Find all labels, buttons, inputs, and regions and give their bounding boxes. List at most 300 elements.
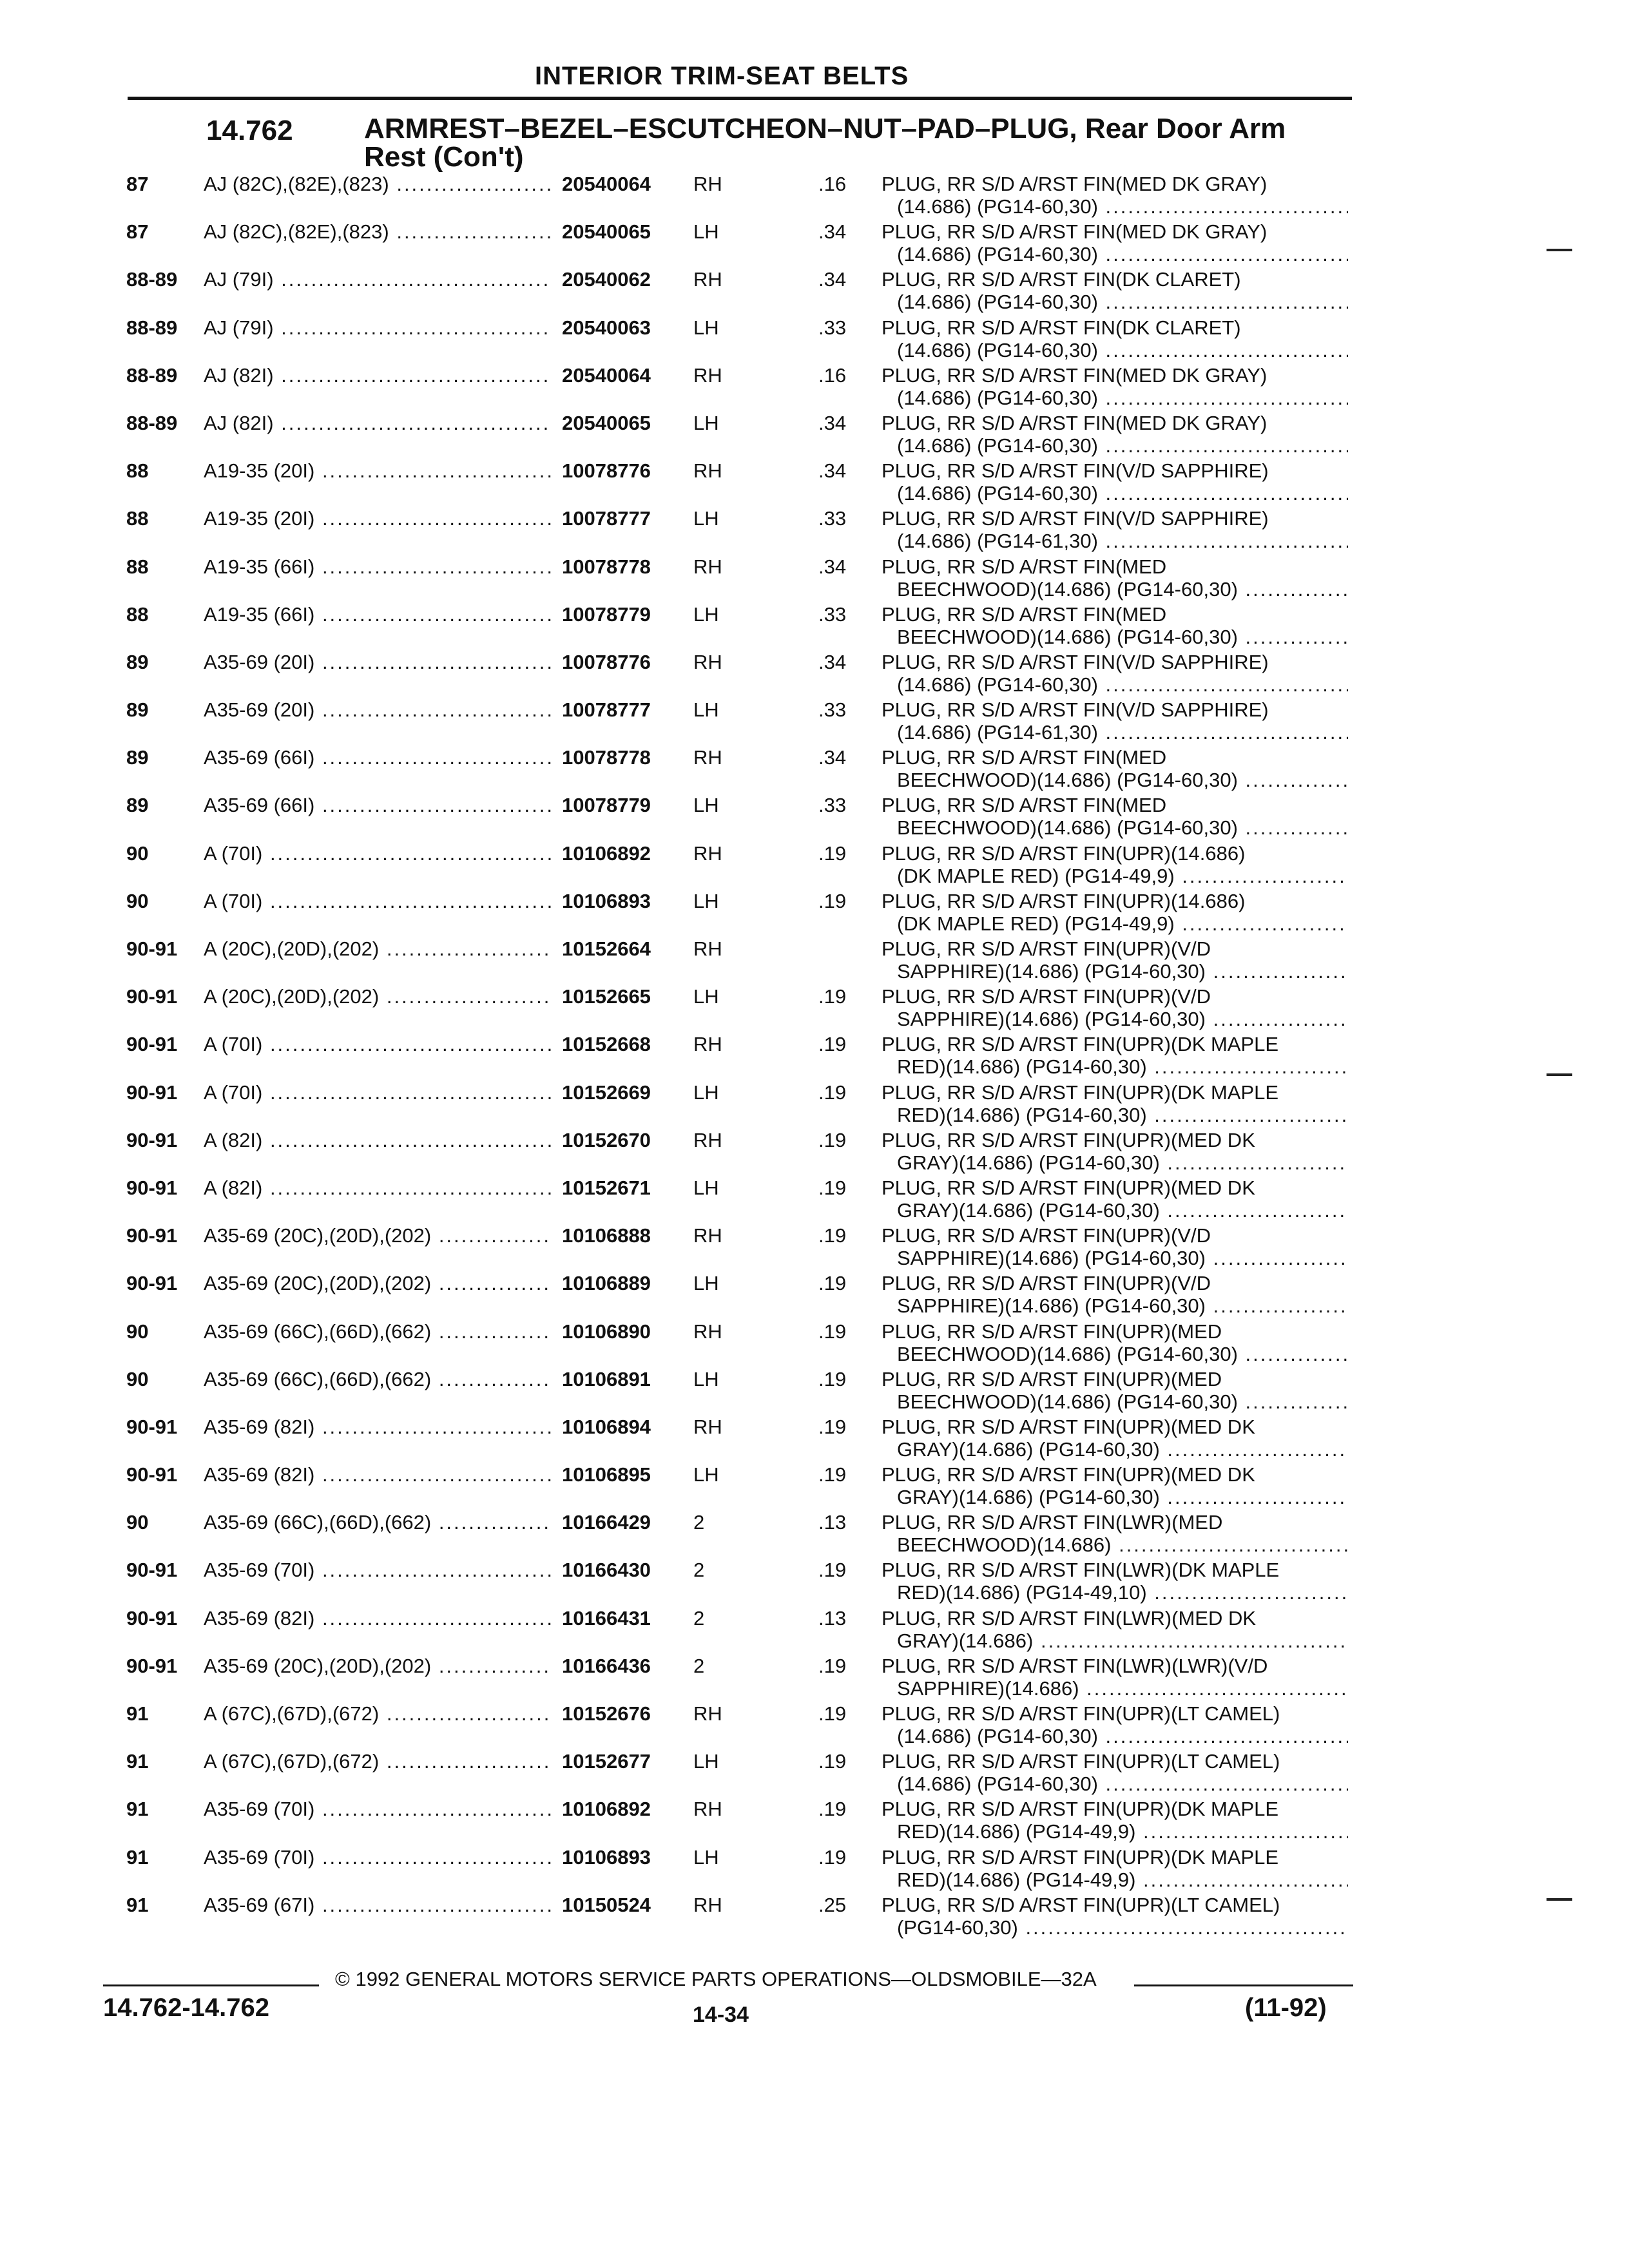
description: PLUG, RR S/D A/RST FIN(UPR)(MED DK	[882, 1128, 1255, 1151]
application: A (20C),(20D),(202) .....	[204, 985, 552, 1008]
table-row	[0, 1416, 1629, 1463]
description-continued: BEECHWOOD)(14.686) (PG14-60,30) .....	[897, 1390, 1348, 1413]
quantity: LH	[693, 1272, 719, 1295]
price: .19	[818, 1128, 847, 1151]
table-row	[0, 364, 1629, 412]
figure-number: 89	[126, 794, 149, 817]
price: .34	[818, 411, 847, 434]
figure-number: 90-91	[126, 1176, 178, 1199]
application: A35-69 (70I) .....	[204, 1798, 552, 1820]
figure-number: 88-89	[126, 363, 178, 387]
figure-number: 87	[126, 220, 149, 244]
description-continued: BEECHWOOD)(14.686) (PG14-60,30) .....	[897, 1343, 1348, 1365]
application: A35-69 (66C),(66D),(662) .....	[204, 1511, 552, 1533]
quantity: LH	[693, 316, 719, 339]
table-row	[0, 794, 1629, 841]
parts-list	[0, 173, 1629, 1941]
page-title: INTERIOR TRIM-SEAT BELTS	[535, 62, 909, 90]
application: A35-69 (66C),(66D),(662) .....	[204, 1368, 552, 1390]
description-continued: BEECHWOOD)(14.686) .....	[897, 1533, 1348, 1556]
description: PLUG, RR S/D A/RST FIN(UPR)(MED DK	[882, 1176, 1255, 1199]
application: AJ (82I) .....	[204, 412, 552, 434]
footer-rule-left	[103, 1984, 319, 1986]
description-continued: (14.686) (PG14-60,30) .....	[897, 339, 1348, 361]
description: PLUG, RR S/D A/RST FIN(V/D SAPPHIRE)	[882, 650, 1269, 673]
price: .33	[818, 602, 847, 626]
description-continued: GRAY)(14.686) (PG14-60,30) .....	[897, 1199, 1348, 1222]
quantity: 2	[693, 1511, 705, 1534]
footer-copyright: © 1992 GENERAL MOTORS SERVICE PARTS OPERATIONS—OLDSMOBILE—32A	[335, 1968, 1097, 1990]
price: .19	[818, 1367, 847, 1390]
figure-number: 90	[126, 841, 149, 865]
application: AJ (79I) .....	[204, 316, 552, 339]
part-number: 10106892	[562, 1798, 651, 1821]
description-continued: RED)(14.686) (PG14-60,30) .....	[897, 1055, 1348, 1078]
price: .33	[818, 316, 847, 339]
description: PLUG, RR S/D A/RST FIN(V/D SAPPHIRE)	[882, 698, 1269, 722]
description-continued: RED)(14.686) (PG14-49,9) .....	[897, 1869, 1348, 1891]
price: .19	[818, 985, 847, 1008]
price: .19	[818, 1845, 847, 1869]
footer-section-ref: 14.762-14.762	[103, 1994, 270, 2022]
quantity: 2	[693, 1606, 705, 1629]
application: A (82I) .....	[204, 1129, 552, 1151]
description-continued: (14.686) (PG14-61,30) .....	[897, 721, 1348, 744]
figure-number: 90-91	[126, 1224, 178, 1247]
description: PLUG, RR S/D A/RST FIN(UPR)(V/D	[882, 1272, 1211, 1295]
table-row	[0, 1894, 1629, 1941]
description: PLUG, RR S/D A/RST FIN(MED DK GRAY)	[882, 220, 1268, 244]
figure-number: 91	[126, 1798, 149, 1821]
figure-number: 91	[126, 1845, 149, 1869]
application: AJ (82C),(82E),(823) .....	[204, 173, 552, 195]
description: PLUG, RR S/D A/RST FIN(UPR)(V/D	[882, 985, 1211, 1008]
application: A (82I) .....	[204, 1177, 552, 1199]
part-number: 10152671	[562, 1176, 651, 1199]
figure-number: 90	[126, 1367, 149, 1390]
description: PLUG, RR S/D A/RST FIN(V/D SAPPHIRE)	[882, 459, 1269, 483]
price: .19	[818, 1033, 847, 1056]
description: PLUG, RR S/D A/RST FIN(UPR)(MED DK	[882, 1463, 1255, 1486]
application: A35-69 (66C),(66D),(662) .....	[204, 1320, 552, 1343]
quantity: RH	[693, 459, 722, 483]
figure-number: 88-89	[126, 268, 178, 291]
description: PLUG, RR S/D A/RST FIN(MED	[882, 746, 1167, 769]
description: PLUG, RR S/D A/RST FIN(MED DK GRAY)	[882, 363, 1268, 387]
description: PLUG, RR S/D A/RST FIN(LWR)(DK MAPLE	[882, 1559, 1280, 1582]
price: .19	[818, 1463, 847, 1486]
part-number: 10106894	[562, 1415, 651, 1438]
table-row	[0, 268, 1629, 316]
part-number: 10078778	[562, 555, 651, 578]
description-continued: SAPPHIRE)(14.686) (PG14-60,30) .....	[897, 1008, 1348, 1030]
part-number: 10152669	[562, 1081, 651, 1104]
quantity: LH	[693, 411, 719, 434]
description-continued: BEECHWOOD)(14.686) (PG14-60,30) .....	[897, 578, 1348, 601]
figure-number: 90-91	[126, 1033, 178, 1056]
quantity: 2	[693, 1654, 705, 1677]
description: PLUG, RR S/D A/RST FIN(UPR)(14.686)	[882, 841, 1246, 865]
description: PLUG, RR S/D A/RST FIN(UPR)(MED	[882, 1320, 1222, 1343]
quantity: LH	[693, 889, 719, 912]
section-number: 14.762	[206, 115, 293, 146]
description-continued: GRAY)(14.686) .....	[897, 1629, 1348, 1652]
application: A (70I) .....	[204, 1033, 552, 1055]
edge-mark	[1547, 249, 1572, 251]
table-row	[0, 507, 1629, 555]
price: .19	[818, 1224, 847, 1247]
quantity: LH	[693, 602, 719, 626]
table-row	[0, 1033, 1629, 1081]
figure-number: 88-89	[126, 411, 178, 434]
price: .34	[818, 650, 847, 673]
description-continued: (14.686) (PG14-60,30) .....	[897, 482, 1348, 505]
quantity: RH	[693, 555, 722, 578]
table-row	[0, 173, 1629, 220]
price: .19	[818, 1272, 847, 1295]
description-continued: (PG14-60,30) .....	[897, 1916, 1348, 1939]
description: PLUG, RR S/D A/RST FIN(LWR)(MED	[882, 1511, 1223, 1534]
description-continued: (14.686) (PG14-60,30) .....	[897, 387, 1348, 409]
description: PLUG, RR S/D A/RST FIN(UPR)(V/D	[882, 937, 1211, 960]
description-continued: GRAY)(14.686) (PG14-60,30) .....	[897, 1486, 1348, 1508]
quantity: RH	[693, 1415, 722, 1438]
part-number: 20540064	[562, 173, 651, 195]
quantity: LH	[693, 220, 719, 244]
description-continued: (14.686) (PG14-60,30) .....	[897, 673, 1348, 696]
application: A (20C),(20D),(202) .....	[204, 937, 552, 960]
description: PLUG, RR S/D A/RST FIN(DK CLARET)	[882, 316, 1241, 339]
price: .33	[818, 794, 847, 817]
figure-number: 90	[126, 889, 149, 912]
part-number: 10078777	[562, 507, 651, 530]
table-row	[0, 937, 1629, 985]
price: .33	[818, 507, 847, 530]
figure-number: 90-91	[126, 1081, 178, 1104]
description: PLUG, RR S/D A/RST FIN(UPR)(DK MAPLE	[882, 1845, 1279, 1869]
quantity: LH	[693, 794, 719, 817]
quantity: RH	[693, 268, 722, 291]
table-row	[0, 1702, 1629, 1750]
figure-number: 90-91	[126, 1272, 178, 1295]
price: .19	[818, 1798, 847, 1821]
figure-number: 90-91	[126, 985, 178, 1008]
part-number: 10106895	[562, 1463, 651, 1486]
application: A35-69 (82I) .....	[204, 1607, 552, 1629]
table-row	[0, 555, 1629, 603]
application: A35-69 (20C),(20D),(202) .....	[204, 1272, 552, 1294]
price: .16	[818, 363, 847, 387]
part-number: 10106893	[562, 1845, 651, 1869]
description-continued: GRAY)(14.686) (PG14-60,30) .....	[897, 1438, 1348, 1461]
description: PLUG, RR S/D A/RST FIN(UPR)(MED	[882, 1367, 1222, 1390]
application: A35-69 (70I) .....	[204, 1559, 552, 1581]
description-continued: RED)(14.686) (PG14-49,9) .....	[897, 1820, 1348, 1843]
part-number: 10166429	[562, 1511, 651, 1534]
part-number: 10106892	[562, 841, 651, 865]
application: A (67C),(67D),(672) .....	[204, 1750, 552, 1773]
description-continued: SAPPHIRE)(14.686) .....	[897, 1677, 1348, 1700]
application: A19-35 (20I) .....	[204, 459, 552, 482]
description: PLUG, RR S/D A/RST FIN(UPR)(DK MAPLE	[882, 1033, 1279, 1056]
figure-number: 88	[126, 507, 149, 530]
price: .19	[818, 1176, 847, 1199]
quantity: RH	[693, 650, 722, 673]
figure-number: 90	[126, 1320, 149, 1343]
description: PLUG, RR S/D A/RST FIN(MED	[882, 555, 1167, 578]
table-row	[0, 1224, 1629, 1272]
description: PLUG, RR S/D A/RST FIN(LWR)(MED DK	[882, 1606, 1257, 1629]
header-rule	[128, 97, 1352, 100]
part-number: 20540065	[562, 411, 651, 434]
application: A35-69 (70I) .....	[204, 1846, 552, 1869]
description-continued: SAPPHIRE)(14.686) (PG14-60,30) .....	[897, 960, 1348, 983]
figure-number: 91	[126, 1702, 149, 1725]
part-number: 20540064	[562, 363, 651, 387]
description-continued: RED)(14.686) (PG14-49,10) .....	[897, 1581, 1348, 1604]
table-row	[0, 220, 1629, 268]
part-number: 10106891	[562, 1367, 651, 1390]
quantity: LH	[693, 1176, 719, 1199]
footer-rule-right	[1134, 1984, 1353, 1986]
part-number: 10106888	[562, 1224, 651, 1247]
price: .19	[818, 1559, 847, 1582]
description: PLUG, RR S/D A/RST FIN(UPR)(DK MAPLE	[882, 1081, 1279, 1104]
quantity: LH	[693, 1845, 719, 1869]
table-row	[0, 1798, 1629, 1845]
table-row	[0, 651, 1629, 698]
application: A (67C),(67D),(672) .....	[204, 1702, 552, 1725]
description-continued: (14.686) (PG14-60,30) .....	[897, 1773, 1348, 1795]
description: PLUG, RR S/D A/RST FIN(UPR)(DK MAPLE	[882, 1798, 1279, 1821]
figure-number: 90-91	[126, 1559, 178, 1582]
table-row	[0, 1368, 1629, 1416]
figure-number: 88	[126, 459, 149, 483]
price: .13	[818, 1511, 847, 1534]
application: A35-69 (20C),(20D),(202) .....	[204, 1655, 552, 1677]
application: A35-69 (82I) .....	[204, 1463, 552, 1486]
price: .34	[818, 746, 847, 769]
price: .19	[818, 1702, 847, 1725]
description-continued: (14.686) (PG14-60,30) .....	[897, 195, 1348, 218]
price: .19	[818, 889, 847, 912]
price: .34	[818, 555, 847, 578]
figure-number: 87	[126, 173, 149, 195]
application: A19-35 (66I) .....	[204, 555, 552, 578]
figure-number: 88	[126, 602, 149, 626]
part-number: 10106893	[562, 889, 651, 912]
table-row	[0, 1750, 1629, 1798]
application: A35-69 (20I) .....	[204, 698, 552, 721]
price: .19	[818, 1415, 847, 1438]
part-number: 20540062	[562, 268, 651, 291]
figure-number: 90-91	[126, 1128, 178, 1151]
part-number: 10166436	[562, 1654, 651, 1677]
part-number: 10078779	[562, 794, 651, 817]
edge-mark	[1547, 1898, 1572, 1901]
part-number: 10150524	[562, 1893, 651, 1916]
description: PLUG, RR S/D A/RST FIN(DK CLARET)	[882, 268, 1241, 291]
description: PLUG, RR S/D A/RST FIN(UPR)(MED DK	[882, 1415, 1255, 1438]
price: .34	[818, 220, 847, 244]
quantity: RH	[693, 1224, 722, 1247]
application: AJ (82I) .....	[204, 364, 552, 387]
description: PLUG, RR S/D A/RST FIN(MED	[882, 794, 1167, 817]
price: .13	[818, 1606, 847, 1629]
description-continued: BEECHWOOD)(14.686) (PG14-60,30) .....	[897, 769, 1348, 791]
table-row	[0, 316, 1629, 364]
application: A35-69 (66I) .....	[204, 794, 552, 816]
part-number: 10106889	[562, 1272, 651, 1295]
quantity: LH	[693, 985, 719, 1008]
description: PLUG, RR S/D A/RST FIN(UPR)(LT CAMEL)	[882, 1750, 1280, 1773]
table-row	[0, 890, 1629, 937]
part-number: 10166431	[562, 1606, 651, 1629]
application: A19-35 (20I) .....	[204, 507, 552, 530]
table-row	[0, 842, 1629, 890]
application: AJ (79I) .....	[204, 268, 552, 291]
figure-number: 88-89	[126, 316, 178, 339]
table-row	[0, 1081, 1629, 1129]
table-row	[0, 459, 1629, 507]
description-continued: (14.686) (PG14-60,30) .....	[897, 243, 1348, 265]
quantity: RH	[693, 173, 722, 195]
description-continued: BEECHWOOD)(14.686) (PG14-60,30) .....	[897, 626, 1348, 648]
price: .34	[818, 268, 847, 291]
part-number: 20540065	[562, 220, 651, 244]
application: A35-69 (20I) .....	[204, 651, 552, 673]
figure-number: 90-91	[126, 1654, 178, 1677]
table-row	[0, 1463, 1629, 1511]
quantity: RH	[693, 1033, 722, 1056]
footer-page-number: 14-34	[693, 2003, 749, 2027]
table-row	[0, 1129, 1629, 1177]
table-row	[0, 1559, 1629, 1606]
quantity: LH	[693, 698, 719, 722]
part-number: 10106890	[562, 1320, 651, 1343]
table-row	[0, 746, 1629, 794]
figure-number: 88	[126, 555, 149, 578]
description: PLUG, RR S/D A/RST FIN(LWR)(LWR)(V/D	[882, 1654, 1268, 1677]
figure-number: 90-91	[126, 1463, 178, 1486]
price: .19	[818, 841, 847, 865]
price: .19	[818, 1081, 847, 1104]
edge-mark	[1547, 1073, 1572, 1076]
price: .19	[818, 1320, 847, 1343]
description: PLUG, RR S/D A/RST FIN(MED	[882, 602, 1167, 626]
part-number: 10078776	[562, 459, 651, 483]
table-row	[0, 412, 1629, 459]
figure-number: 89	[126, 698, 149, 722]
quantity: RH	[693, 1320, 722, 1343]
figure-number: 89	[126, 746, 149, 769]
part-number: 10152670	[562, 1128, 651, 1151]
section-title-line1: ARMREST–BEZEL–ESCUTCHEON–NUT–PAD–PLUG, Rear Door Arm	[364, 113, 1286, 144]
description: PLUG, RR S/D A/RST FIN(MED DK GRAY)	[882, 173, 1268, 195]
part-number: 10078776	[562, 650, 651, 673]
description: PLUG, RR S/D A/RST FIN(UPR)(14.686)	[882, 889, 1246, 912]
table-row	[0, 698, 1629, 746]
part-number: 10166430	[562, 1559, 651, 1582]
figure-number: 90-91	[126, 937, 178, 960]
quantity: RH	[693, 1702, 722, 1725]
application: A (70I) .....	[204, 1081, 552, 1104]
section-title-line2: Rest (Con't)	[364, 141, 524, 173]
table-row	[0, 1177, 1629, 1224]
part-number: 10152676	[562, 1702, 651, 1725]
application: A19-35 (66I) .....	[204, 603, 552, 626]
quantity: RH	[693, 1128, 722, 1151]
price: .19	[818, 1654, 847, 1677]
table-row	[0, 603, 1629, 651]
table-row	[0, 1511, 1629, 1559]
figure-number: 90-91	[126, 1415, 178, 1438]
part-number: 20540063	[562, 316, 651, 339]
table-row	[0, 1655, 1629, 1702]
quantity: RH	[693, 746, 722, 769]
description: PLUG, RR S/D A/RST FIN(V/D SAPPHIRE)	[882, 507, 1269, 530]
quantity: LH	[693, 507, 719, 530]
footer-date: (11-92)	[1245, 1994, 1327, 2022]
description-continued: BEECHWOOD)(14.686) (PG14-60,30) .....	[897, 816, 1348, 839]
description-continued: RED)(14.686) (PG14-60,30) .....	[897, 1104, 1348, 1126]
figure-number: 90-91	[126, 1606, 178, 1629]
application: A (70I) .....	[204, 842, 552, 865]
price: .16	[818, 173, 847, 195]
description-continued: SAPPHIRE)(14.686) (PG14-60,30) .....	[897, 1247, 1348, 1269]
quantity: RH	[693, 1893, 722, 1916]
description-continued: (DK MAPLE RED) (PG14-49,9) .....	[897, 912, 1348, 935]
description: PLUG, RR S/D A/RST FIN(UPR)(LT CAMEL)	[882, 1893, 1280, 1916]
application: A (70I) .....	[204, 890, 552, 912]
description-continued: (DK MAPLE RED) (PG14-49,9) .....	[897, 865, 1348, 887]
description: PLUG, RR S/D A/RST FIN(UPR)(LT CAMEL)	[882, 1702, 1280, 1725]
part-number: 10078777	[562, 698, 651, 722]
quantity: LH	[693, 1367, 719, 1390]
table-row	[0, 1846, 1629, 1894]
price: .25	[818, 1893, 847, 1916]
figure-number: 91	[126, 1893, 149, 1916]
figure-number: 91	[126, 1750, 149, 1773]
description-continued: GRAY)(14.686) (PG14-60,30) .....	[897, 1151, 1348, 1174]
quantity: LH	[693, 1750, 719, 1773]
table-row	[0, 1320, 1629, 1368]
application: A35-69 (20C),(20D),(202) .....	[204, 1224, 552, 1247]
part-number: 10152677	[562, 1750, 651, 1773]
part-number: 10078779	[562, 602, 651, 626]
quantity: LH	[693, 1081, 719, 1104]
application: A35-69 (67I) .....	[204, 1894, 552, 1916]
quantity: RH	[693, 937, 722, 960]
table-row	[0, 1607, 1629, 1655]
application: A35-69 (66I) .....	[204, 746, 552, 769]
table-row	[0, 1272, 1629, 1320]
description-continued: (14.686) (PG14-60,30) .....	[897, 434, 1348, 457]
description-continued: (14.686) (PG14-60,30) .....	[897, 291, 1348, 313]
application: AJ (82C),(82E),(823) .....	[204, 220, 552, 243]
application: A35-69 (82I) .....	[204, 1416, 552, 1438]
table-row	[0, 985, 1629, 1033]
quantity: 2	[693, 1559, 705, 1582]
part-number: 10152668	[562, 1033, 651, 1056]
description-continued: (14.686) (PG14-60,30) .....	[897, 1725, 1348, 1747]
price: .33	[818, 698, 847, 722]
part-number: 10078778	[562, 746, 651, 769]
description: PLUG, RR S/D A/RST FIN(MED DK GRAY)	[882, 411, 1268, 434]
description-continued: (14.686) (PG14-61,30) .....	[897, 530, 1348, 552]
quantity: RH	[693, 841, 722, 865]
part-number: 10152665	[562, 985, 651, 1008]
